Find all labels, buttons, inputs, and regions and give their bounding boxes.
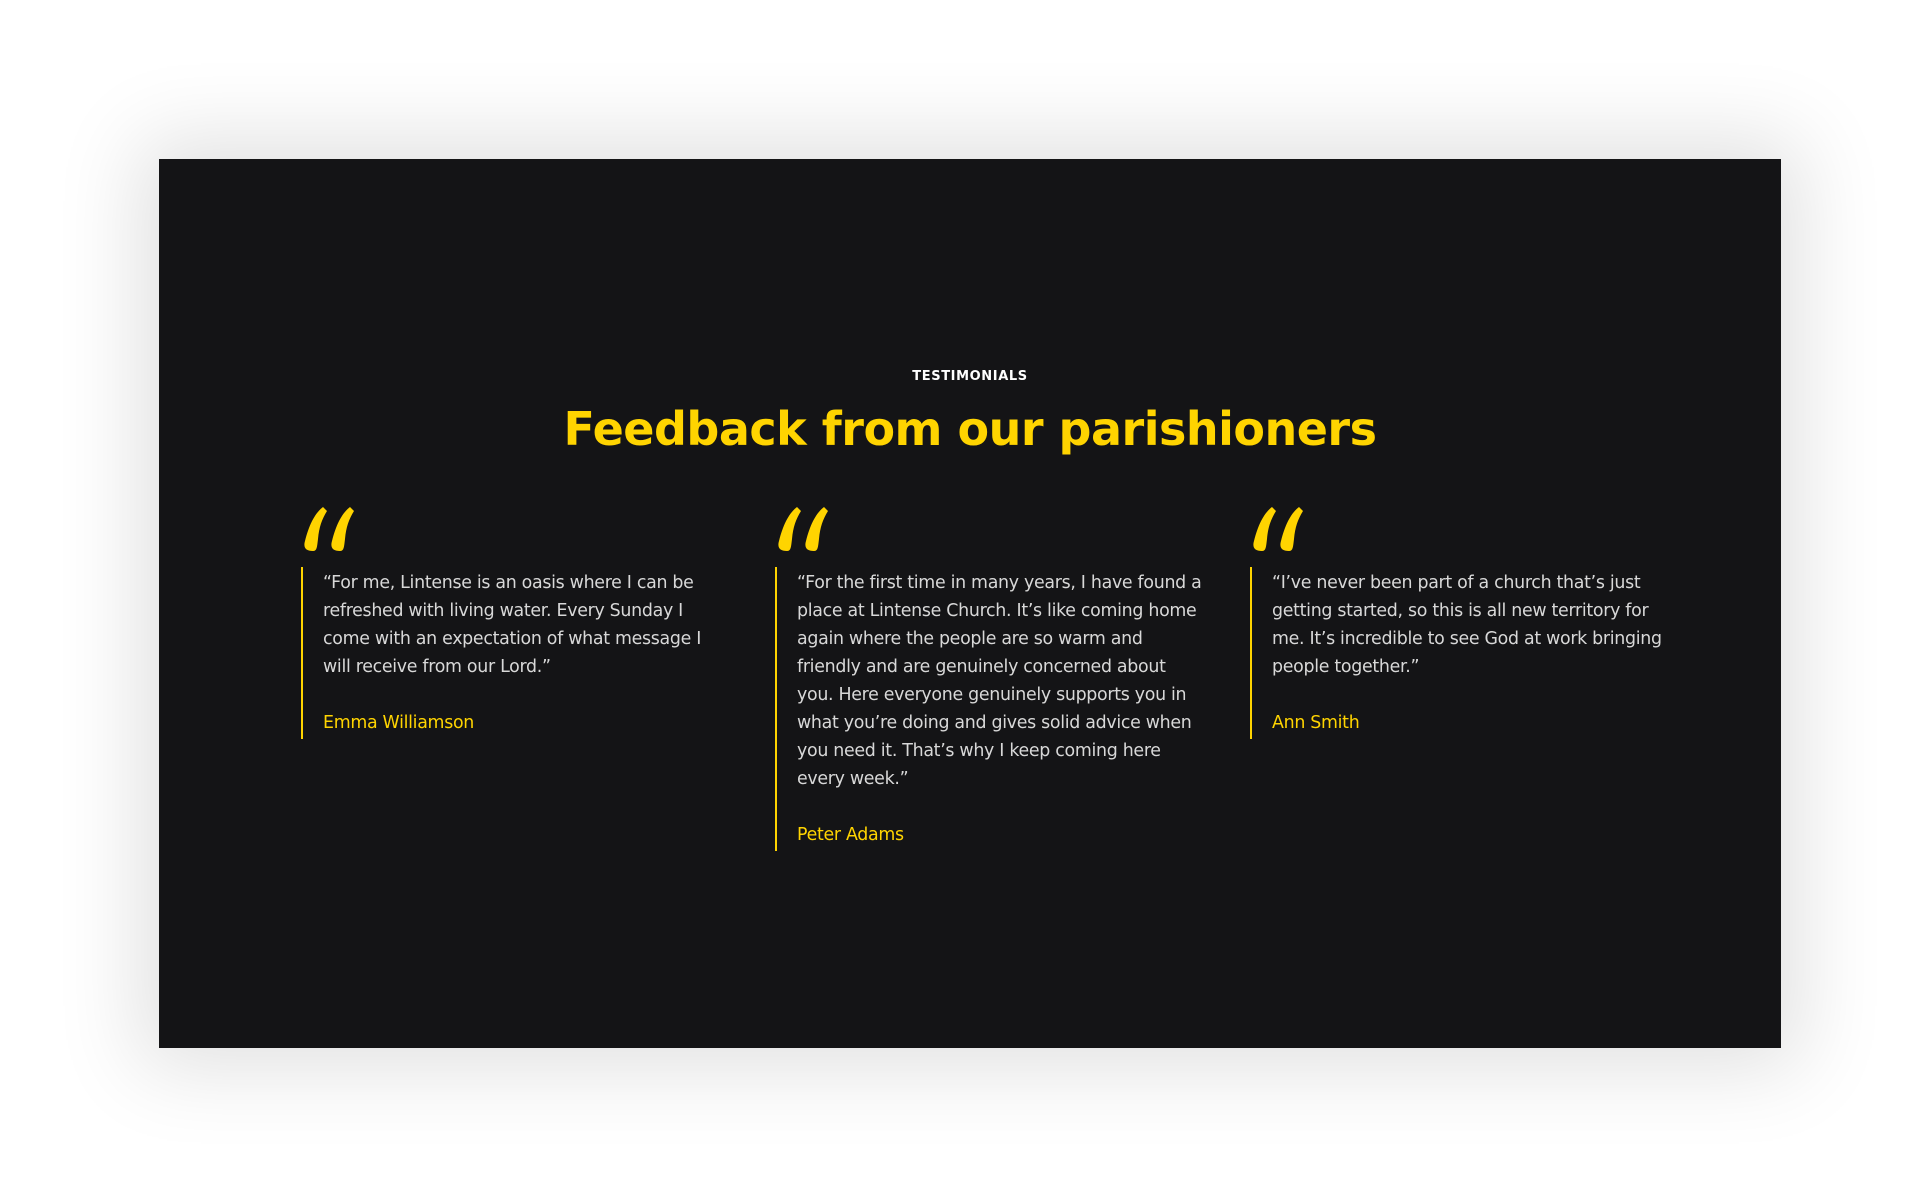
testimonial-author: Peter Adams: [797, 825, 904, 845]
quote-icon: [301, 503, 361, 555]
testimonial-card: [1250, 503, 1680, 739]
testimonial-card: [775, 503, 1205, 851]
testimonial-body: [301, 567, 731, 739]
testimonial-author: Emma Williamson: [323, 713, 475, 733]
section-title: Feedback from our parishioners: [563, 402, 1377, 456]
section-eyebrow: TESTIMONIALS: [912, 369, 1028, 384]
testimonials-section: [159, 159, 1781, 1048]
quote-icon: [775, 503, 835, 555]
testimonial-text: “For me, Lintense is an oasis where I can be refreshed with living water. Every Sunday I come with an expectation of what message I will receive from our Lord.”: [323, 573, 702, 677]
testimonials-list: [301, 503, 1673, 903]
testimonial-text: “I’ve never been part of a church that’s just getting started, so this is all new territory for me. It’s incredible to see God at work bringing people together.”: [1272, 573, 1662, 677]
quote-icon: [1250, 503, 1310, 555]
testimonial-text: “For the first time in many years, I have found a place at Lintense Church. It’s like coming home again where the people are so warm and friendly and are genuinely concerned about you. Here everyone genuinely supports you in what you’re doing and gives solid advice when you need it. That’s why I keep coming here every week.”: [797, 573, 1202, 789]
testimonial-body: [1250, 567, 1680, 739]
testimonial-author: Ann Smith: [1272, 713, 1360, 733]
testimonial-body: [775, 567, 1205, 851]
testimonial-card: [301, 503, 731, 739]
